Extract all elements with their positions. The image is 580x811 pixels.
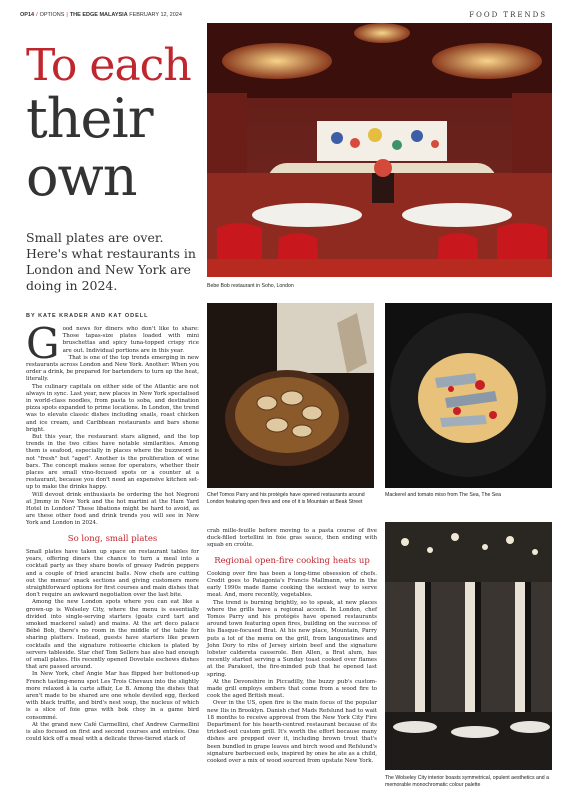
section-kicker: FOOD TRENDS	[469, 11, 547, 19]
chef-dish-photo	[207, 303, 374, 488]
paragraph-9: At the grand new Café Carmellini, chef Andrew Carmellini is also focused on first and second courses and entrées. One could kick off a meal with a delicate three-tiered stack of	[26, 721, 199, 743]
wolseley-interior-photo	[385, 522, 552, 770]
paragraph-13: At the Devonshire in Piccadilly, the buzzy pub's custom-made grill employs embers that come from a wood fire to cook the aged British meat.	[207, 678, 377, 700]
paragraph-7: Among the new London spots where you can eat like a grown-up is Wolseley City, where the menu is essentially divided into single-serving starters (goats curd tart and smoked mackerel salad) and mains. At the art deco palace Bébé Bob, there's no room in the middle of the table for sharing platters. Instead, guests have starters like prawn cocktails and the signature rotisserie chicken is plated by servers tableside. Star chef Tom Sellers has also had enough of small plates. His recently opened Dovetale eschews dishes that are passed around.	[26, 599, 199, 671]
byline: BY KATE KRADER AND KAT ODELL	[26, 313, 149, 319]
headline	[26, 42, 206, 206]
main-photo-caption: Bebe Bob restaurant in Soho, London	[207, 283, 294, 289]
wolseley-photo-caption: The Wolseley City interior boasts symmetrical, opulent aesthetics and a memorable monochromatic colour palette	[385, 775, 549, 788]
paragraph-3: The culinary capitals on either side of the Atlantic are not always in sync. Last year, new places in New York specialised in world-class noodles, from pasta to soba, and destination pizza spots expanded to prime locations. In London, the trend was to elevate classic dishes including snails, roast chicken and ice cream, and Caribbean restaurants and bars shone bright.	[26, 383, 200, 433]
subhead-open-fire: Regional open-fire cooking heats up	[214, 555, 370, 566]
drop-cap: G	[26, 319, 60, 368]
paragraph-4: But this year, the restaurant stars aligned, and the top trends in the two cities have notable similarities. Among them is seafood, especially in places where the buzzword is not "fresh" but "aged". Another is the proliferation of wine bars. The concept makes sense for operators, whether their places are small vino-focused spots or a counter at a restaurant, because you don't need an expensive kitchen set-up to make the drinks happy.	[26, 434, 199, 491]
restaurant-interior-photo	[207, 23, 552, 277]
page-number: OP14	[20, 12, 35, 18]
publication-name: THE EDGE MALAYSIA	[69, 12, 128, 18]
chef-photo-caption: Chef Tomos Parry and his protégés have opened restaurants around London featuring open fires and one of it is Mountain at Beak Street	[207, 492, 365, 505]
issue-date: FEBRUARY 12, 2024	[129, 12, 182, 18]
article-column-2	[207, 528, 377, 765]
wolseley-interior-illustration	[385, 522, 552, 770]
paragraph-2: That is one of the top trends emerging in new restaurants across London and New York. Another: When you order a drink, be prepared for bartenders to turn up the heat, literally.	[26, 354, 199, 383]
mackerel-dish-photo	[385, 303, 552, 488]
paragraph-5: Will devout drink enthusiasts be ordering the hot Negroni at Jimmy in New York and the hot martini at the Ham Yard Hotel in London? These libations might be hard to avoid, as are these other food and drink trends you will see in New York and London in 2024.	[26, 491, 199, 527]
subhead-small-plates: So long, small plates	[67, 533, 158, 544]
paragraph-6: Small plates have taken up space on restaurant tables for years, offering diners the chance to turn a meal into a cocktail party as they share bowls of greasy Padrón peppers and a couple of fried arancini balls. Now chefs are cutting out the menus' snack sections and giving customers more straightforward options for first courses and main dishes that don't require an awkward negotiation over the last bite.	[26, 548, 199, 599]
paragraph-10: crab mille-feuille before moving to a pasta course of five duck-filled tortellini in foie gras sauce, then ending with squab en croûte.	[207, 528, 377, 549]
paragraph-11: Cooking over fire has been a long-time obsession of chefs. Credit goes to Patagonia's Francis Mallmann, who in the early 1990s made flame cooking the sexiest way to serve meat. And, more recently, vegetables.	[207, 570, 377, 599]
headline-line-2: their	[26, 87, 153, 150]
standfirst: Small plates are over. Here's what restaurants in London and New York are doing in 2024.	[26, 230, 196, 293]
paragraph-12: The trend is burning brightly, so to speak, at new places where the grills have a regional accent. In London, chef Tomos Parry and his protégés have opened restaurants around town featuring open fires, building on the success of his Basque-focused Brat. At his new place, Mountain, Parry puts a lot of the menu on the grill, from langoustines and John Dory to ribs of Jersey sirloin beef and the signature lobster caldereta casserole. Ben Allen, a Brat alum, has recently started serving a Sunday toast cooked over flames at the Parakeet, the fire-minded pub that he opened last spring.	[207, 599, 377, 678]
section-name: OPTIONS	[39, 12, 65, 18]
mackerel-photo-caption: Mackerel and tomato miso from The Sea, The Sea	[385, 492, 502, 498]
headline-line-1: To each	[26, 40, 191, 91]
paragraph-8: In New York, chef Angie Mar has flipped her buttoned-up French tasting-menu spot Les Trois Chevaux into the slightly more relaxed à la carte affair, Le B. Among the dishes that aren't made to be shared are one whole deviled egg, flecked with black truffle, and bird's nest soup, the nucleus of which is a slice of foie gras with bok choy in a game bird consommé.	[26, 671, 199, 721]
seafood-dish-illustration	[207, 303, 374, 488]
restaurant-interior-illustration	[207, 23, 552, 277]
article-column-1	[26, 319, 200, 743]
paragraph-14: Over in the US, open fire is the main focus of the popular new Ilis in Brooklyn. Danish chef Mads Refslund had to wait 18 months to receive approval from the New York City Fire Department for his hearth-centred restaurant because of its tricked-out custom grill. It's worth the effort because many dishes are prepped over it, including brown trout that's been bundled in grape leaves and birch wood and Refslund's signature barbecued eels, inspired by ones he ate as a child, cooked over a mix of wood sourced from upstate New York.	[207, 700, 377, 765]
mackerel-plate-illustration	[385, 303, 552, 488]
headline-line-3: own	[26, 145, 137, 208]
paragraph-1: Good news for diners who don't like to share: Those tapas-size plates loaded with mini bruschettas and spicy tuna-topped crispy rice are out. Individual portions are in this year.	[26, 319, 199, 368]
page-header	[20, 12, 565, 22]
header-left: OP14 / OPTIONS | THE EDGE MALAYSIA FEBRUARY 12, 2024	[20, 12, 182, 18]
